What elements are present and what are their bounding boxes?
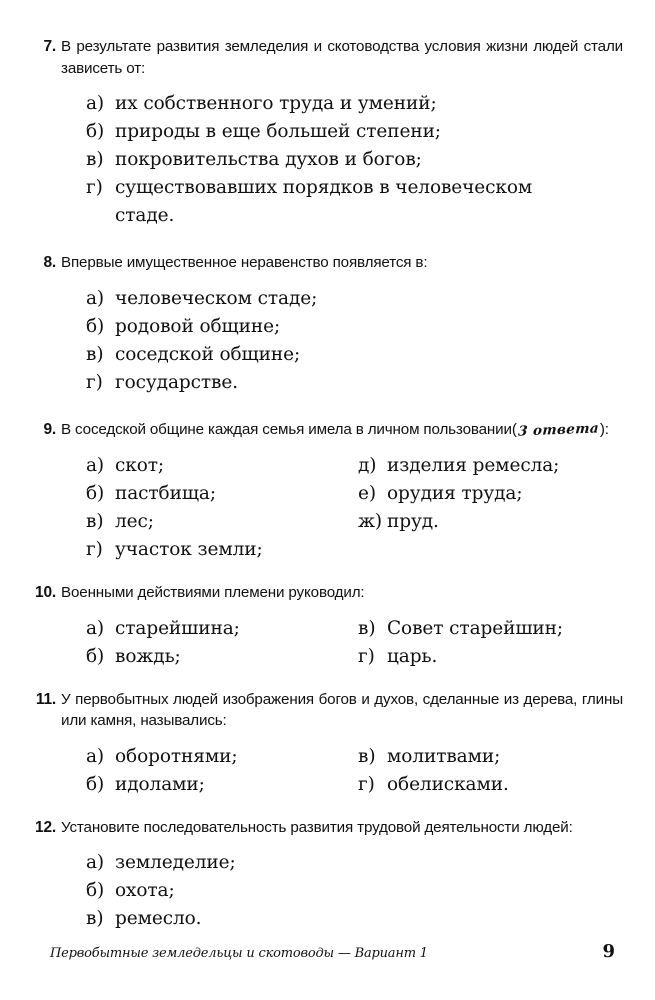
answer-letter: в) [86, 343, 104, 365]
page-footer [0, 941, 655, 962]
answers-column-right [358, 452, 625, 564]
question-9 [30, 419, 625, 442]
answer-option[interactable] [358, 508, 625, 536]
answer-option[interactable] [86, 771, 358, 799]
answer-text: скот; [115, 455, 165, 476]
answer-letter: б) [86, 483, 105, 504]
answer-letter: ж) [358, 511, 383, 532]
answers-column-left [86, 743, 358, 799]
answer-text: государстве. [115, 371, 238, 393]
answer-text: вождь; [115, 645, 181, 667]
answer-option[interactable] [86, 313, 625, 341]
question-8-answers [30, 285, 625, 397]
question-10-text: Военными действиями племени руководил: [61, 584, 365, 601]
question-8 [30, 252, 625, 274]
answer-text: ремесло. [115, 908, 202, 929]
footer-section-title: Первобытные земледельцы и скотоводы — Вариант 1 [50, 946, 428, 961]
answer-option[interactable] [86, 90, 625, 118]
answer-option[interactable] [86, 536, 358, 564]
answer-option[interactable] [358, 743, 625, 771]
handwritten-annotation: 3 ответа [517, 419, 600, 440]
answer-option[interactable] [86, 643, 358, 671]
question-9-text [61, 419, 625, 442]
answer-text: старейшина; [115, 617, 240, 639]
question-8-number: 8. [43, 254, 56, 271]
answer-letter: б) [86, 773, 105, 795]
answer-text: обелисками. [387, 773, 509, 795]
answer-text: земледелие; [115, 852, 236, 873]
question-8-text: Впервые имущественное неравенство появляется в: [61, 254, 428, 271]
answer-letter: а) [86, 455, 105, 476]
answer-text: лес; [115, 511, 154, 532]
answer-text: существовавших порядков в человеческом [115, 177, 533, 198]
answer-letter: г) [358, 773, 375, 795]
question-10-number: 10. [35, 584, 56, 601]
answer-text: идолами; [115, 773, 205, 795]
question-9-text-main: В соседской общине каждая семья имела в личном пользовании [61, 420, 512, 438]
answer-option[interactable] [86, 285, 625, 313]
question-11-answers [30, 743, 625, 799]
answer-letter: е) [358, 483, 376, 504]
question-7-number: 7. [43, 38, 56, 55]
answer-text: человеческом стаде; [115, 287, 318, 309]
page-number: 9 [602, 941, 615, 962]
question-7-text: В результате развития земледелия и скотоводства условия жизни людей стали зависеть от: [61, 38, 623, 77]
question-7-answers [30, 90, 625, 230]
answer-text: пруд. [387, 511, 439, 532]
answer-text: участок земли; [115, 539, 263, 560]
answer-letter: в) [358, 617, 376, 639]
answer-option[interactable] [86, 743, 358, 771]
answer-option[interactable] [86, 146, 625, 174]
answer-letter: а) [86, 617, 105, 639]
question-12-text: Установите последовательность развития трудовой деятельности людей: [61, 818, 573, 836]
question-12-number: 12. [35, 818, 56, 836]
answers-column-right [358, 615, 625, 671]
answer-option[interactable] [358, 615, 625, 643]
answer-option[interactable] [86, 118, 625, 146]
answers-column-left [86, 615, 358, 671]
answer-letter: а) [86, 745, 105, 767]
answer-option[interactable] [358, 452, 625, 480]
answer-letter: в) [86, 511, 104, 532]
answer-letter: а) [86, 852, 105, 873]
answer-option[interactable] [86, 849, 625, 877]
answer-letter: б) [86, 121, 105, 142]
answer-option[interactable] [86, 480, 358, 508]
answer-option[interactable] [86, 905, 625, 933]
answer-letter: а) [86, 93, 105, 114]
answer-option[interactable] [86, 341, 625, 369]
question-9-number: 9. [43, 420, 56, 438]
answer-letter: в) [86, 149, 104, 170]
answer-letter: б) [86, 645, 105, 667]
answer-text: пастбища; [115, 483, 216, 504]
answer-option[interactable] [86, 174, 625, 202]
question-11 [30, 689, 625, 732]
answer-option[interactable] [86, 615, 358, 643]
answer-letter: а) [86, 287, 105, 309]
question-12-answers [30, 849, 625, 933]
answer-text: оборотнями; [115, 745, 238, 767]
answer-option[interactable] [86, 452, 358, 480]
answer-letter: д) [358, 455, 377, 476]
answer-text: царь. [387, 645, 438, 667]
question-11-number: 11. [35, 690, 56, 708]
answers-column-left [86, 452, 358, 564]
annotation-open-paren: ( [511, 420, 517, 438]
answer-option[interactable] [86, 508, 358, 536]
answer-text: орудия труда; [387, 483, 523, 504]
answer-text: покровительства духов и богов; [115, 149, 422, 170]
question-7 [30, 36, 625, 79]
answer-text: охота; [115, 880, 175, 901]
question-11-text: У первобытных людей изображения богов и духов, сделанные из дерева, глины или камня, назывались: [61, 690, 623, 729]
answer-letter: б) [86, 880, 105, 901]
answer-option[interactable] [86, 369, 625, 397]
answer-option[interactable] [358, 643, 625, 671]
answer-option[interactable] [358, 771, 625, 799]
answer-text: родовой общине; [115, 315, 281, 337]
answer-text: их собственного труда и умений; [115, 93, 437, 114]
answer-option[interactable] [358, 480, 625, 508]
answer-text: изделия ремесла; [387, 455, 560, 476]
question-9-answers [30, 452, 625, 564]
answer-letter: г) [358, 645, 375, 667]
question-12 [30, 817, 625, 839]
annotation-close-paren: ): [599, 420, 609, 438]
answer-letter: г) [86, 177, 103, 198]
answer-text: молитвами; [387, 745, 501, 767]
answer-text: природы в еще большей степени; [115, 121, 441, 142]
answer-option[interactable] [86, 877, 625, 905]
answer-text-continuation: стаде. [115, 205, 175, 226]
answer-letter: в) [358, 745, 376, 767]
answer-letter: г) [86, 371, 103, 393]
answer-letter: в) [86, 908, 104, 929]
answer-letter: б) [86, 315, 105, 337]
answer-text: Совет старейшин; [387, 617, 564, 639]
question-10-answers [30, 615, 625, 671]
answer-text: соседской общине; [115, 343, 301, 365]
answer-letter: г) [86, 539, 103, 560]
answers-column-right [358, 743, 625, 799]
question-10 [30, 582, 625, 604]
